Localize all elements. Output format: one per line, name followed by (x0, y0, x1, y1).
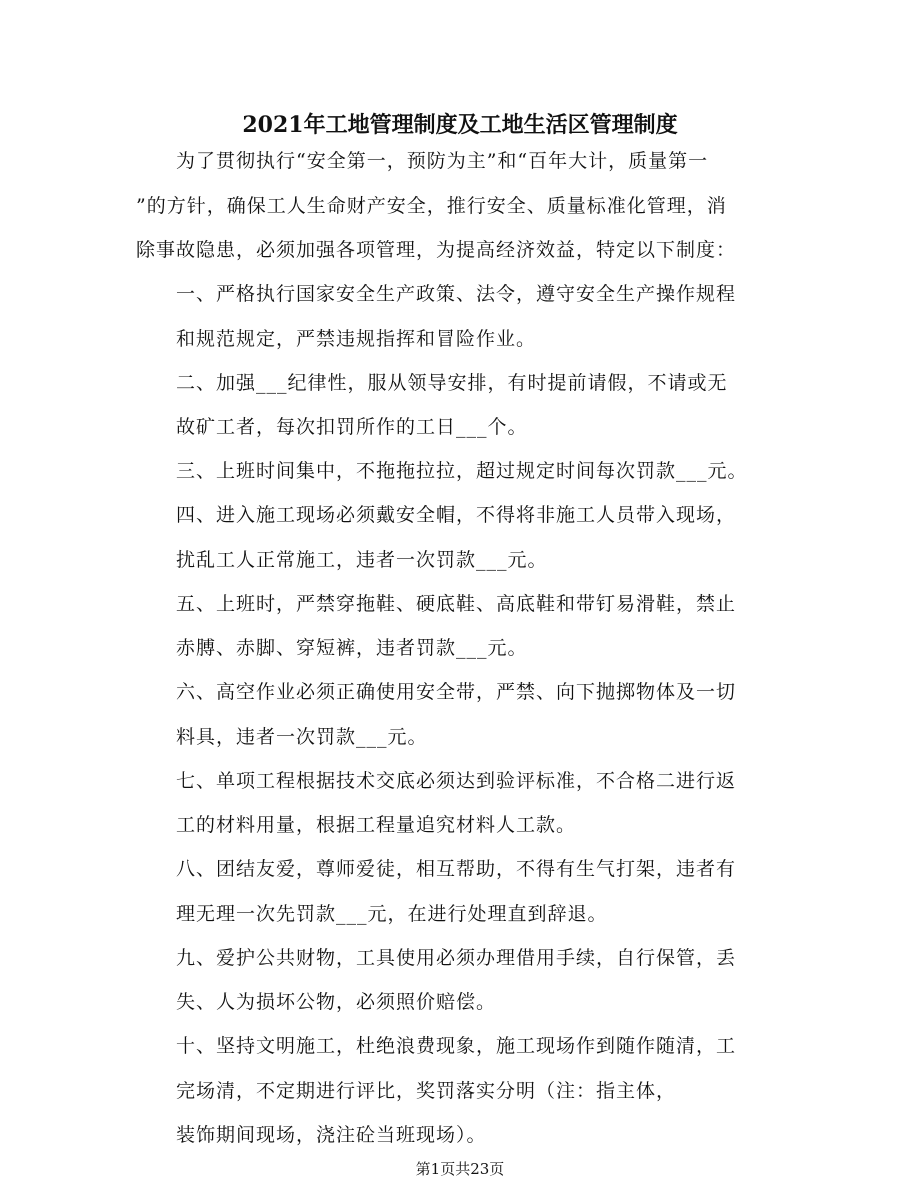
rule-line: 装饰期间现场，浇注砼当班现场）。 (176, 1124, 487, 1146)
rule-line: 七、单项工程根据技术交底必须达到验评标准，不合格二进行返 (176, 770, 737, 792)
rule-line: 扰乱工人正常施工，违者一次罚款___元。 (176, 549, 548, 571)
intro-line: 为了贯彻执行“安全第一，预防为主”和“百年大计，质量第一 (176, 150, 709, 172)
intro-line: 除事故隐患，必须加强各项管理，为提高经济效益，特定以下制度： (136, 239, 737, 261)
rule-line: 完场清，不定期进行评比，奖罚落实分明（注：指主体， (176, 1080, 677, 1102)
rule-line: 八、团结友爱，尊师爱徒，相互帮助，不得有生气打架，违者有 (176, 858, 737, 880)
intro-line: ”的方针，确保工人生命财产安全，推行安全、质量标准化管理，消 (136, 195, 727, 217)
rule-line: 十、坚持文明施工，杜绝浪费现象，施工现场作到随作随清，工 (176, 1035, 737, 1057)
rule-line: 工的材料用量，根据工程量追究材料人工款。 (176, 814, 577, 836)
rule-line: 故矿工者，每次扣罚所作的工日___个。 (176, 416, 528, 438)
rule-line: 料具，违者一次罚款___元。 (176, 726, 428, 748)
rule-line: 赤膊、赤脚、穿短裤，违者罚款___元。 (176, 637, 528, 659)
rule-line: 三、上班时间集中，不拖拖拉拉，超过规定时间每次罚款___元。 (176, 460, 748, 482)
rule-line: 理无理一次先罚款___元，在进行处理直到辞退。 (176, 903, 608, 925)
rule-line: 六、高空作业必须正确使用安全带，严禁、向下抛掷物体及一切 (176, 681, 737, 703)
rule-line: 九、爱护公共财物，工具使用必须办理借用手续，自行保管，丢 (176, 947, 737, 969)
document-title: 2021年工地管理制度及工地生活区管理制度 (242, 112, 678, 138)
rule-line: 五、上班时，严禁穿拖鞋、硬底鞋、高底鞋和带钉易滑鞋，禁止 (176, 593, 737, 615)
page-number: 第1页共23页 (415, 1160, 505, 1178)
rule-line: 和规范规定，严禁违规指挥和冒险作业。 (176, 328, 537, 350)
rule-line: 二、加强___纪律性，服从领导安排，有时提前请假，不请或无 (176, 372, 728, 394)
rule-line: 失、人为损坏公物，必须照价赔偿。 (176, 991, 497, 1013)
rule-line: 四、进入施工现场必须戴安全帽，不得将非施工人员带入现场， (176, 504, 737, 526)
rule-line: 一、严格执行国家安全生产政策、法令，遵守安全生产操作规程 (176, 283, 737, 305)
